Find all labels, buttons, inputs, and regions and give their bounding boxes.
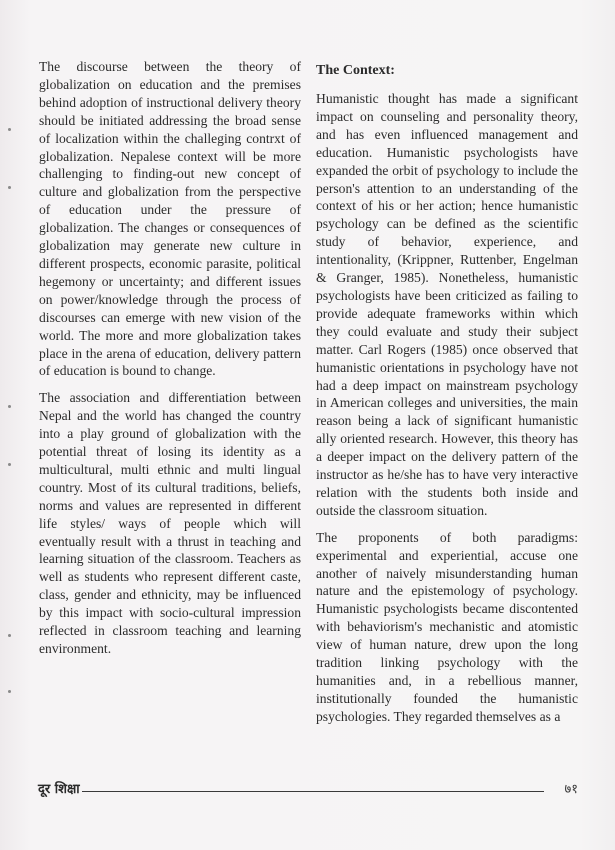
journal-name: दूर शिक्षा (38, 782, 80, 797)
left-column (39, 58, 301, 667)
footer-rule (82, 791, 545, 792)
paragraph: Humanistic thought has made a significant impact on counseling and personality theory, and has even influenced management and education. Humanistic psychologists have expanded the orbit of psychology to include the person's attention to an understanding of the context of his or her action; hence humanistic psychology can be defined as the scientific study of behavior, experience, and intentionality, (Krippner, Ruttenber, Engelman & Granger, 1985). Nonetheless, humanistic psychologists have been criticized as failing to provide adequate frameworks within which they could evaluate and study their subject matter. Carl Rogers (1985) once observed that humanistic orientations in psychology have not had a deep impact on mainstream psychology in American colleges and universities, the main reason being a lack of significant humanistic ally oriented research. However, this theory has a deeper impact on the delivery pattern of the instructor as he/she has to have very interactive relation with the students both inside and outside the classroom situation. (316, 91, 578, 518)
page-footer (38, 775, 578, 797)
paragraph: The association and differentiation between Nepal and the world has changed the country into a play ground of globalization with the potential threat of losing its identity as a multicultural, multi ethnic and multi lingual country. Most of its cultural traditions, beliefs, norms and values are represented in different life styles/ ways of people which will eventually result with a thrust in teaching and learning situation of the classroom. Teachers as well as students who represent different caste, class, gender and ethnicity, may be influenced by this impact with socio-cultural impression reflected in classroom teaching and learning environment. (39, 390, 301, 656)
paragraph: The proponents of both paradigms: experimental and experiential, accuse one another of naively misunderstanding human nature and the epistemology of psychology. Humanistic psychologists became discontented with behaviorism's mechanistic and atomistic view of human nature, drew upon the long tradition linking psychology with the humanities and, in a rebellious manner, institutionally founded the humanistic psychologies. They regarded themselves as a (316, 529, 578, 724)
margin-mark (8, 405, 11, 408)
margin-mark (8, 128, 11, 131)
margin-mark (8, 463, 11, 466)
paragraph: The discourse between the theory of globalization on education and the premises behind adoption of instructional delivery theory should be initiated addressing the broad sense of localization within the challeging contrxt of globalization. Nepalese context will be more challenging to finding-out new concept of culture and globalization from the perspective of education under the pressure of globalization. The changes or consequences of globalization may generate new culture in different prospects, economic parasite, political hegemony or uncertainty; and different issues on power/knowledge through the process of discourses can emerge with new vision of the world. The more and more globalization takes place in the arena of education, delivery pattern of education is bound to change. (39, 59, 301, 379)
right-column (316, 62, 578, 735)
margin-mark (8, 690, 11, 693)
margin-mark (8, 634, 11, 637)
page-number: ७१ (564, 782, 578, 797)
section-heading: The Context: (316, 63, 395, 78)
margin-mark (8, 186, 11, 189)
